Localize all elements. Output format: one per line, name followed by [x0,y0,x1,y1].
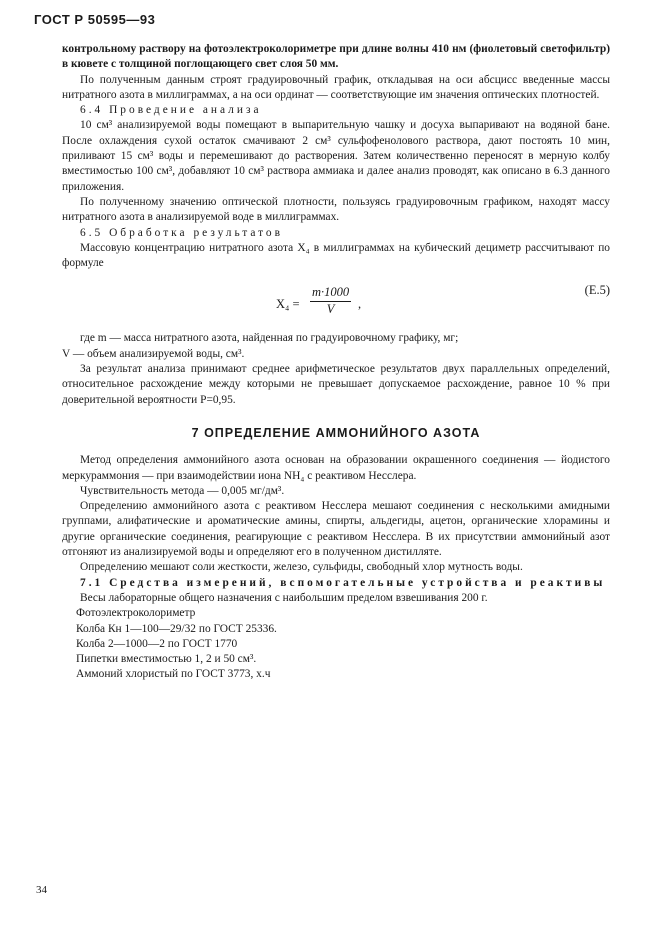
list-item: Колба 2—1000—2 по ГОСТ 1770 [76,637,238,650]
paragraph: По полученным данным строят градуировочный график, откладывая на оси абсцисс введенные массы нитратного азота в миллиграммах, а на оси ординат — соответствующие им значения оптических плотностей. [62,73,610,101]
list-item: Аммоний хлористый по ГОСТ 3773, х.ч [76,668,271,681]
section-heading-6-5: 6.5 Обработка результатов [80,226,284,239]
list-item: Фотоэлектроколориметр [76,607,196,620]
paragraph: Массовую концентрацию нитратного азота X₄ в миллиграммах на кубический дециметр рассчитывают по формуле [62,241,610,270]
document-body [62,42,610,683]
paragraph: Определению мешают соли жесткости, железо, сульфиды, свободный хлор мутность воды. [80,561,523,574]
paragraph: Определению аммонийного азота с реактивом Несслера мешают соединения с несколькими амидными группами, алифатические и ароматические амины, спирты, альдегиды, ацетон, органические хлорамины и другие органические соединения, реагирующие с реактивом Несслера. В их присутствии аммонийный азот отгоняют из анализируемой воды и определяют его в полученном дистилляте. [62,500,610,559]
formula-denominator: V [326,301,335,316]
paragraph: контрольному раствору на фотоэлектроколориметре при длине волны 410 нм (фиолетовый светофильтр) в кювете с толщиной поглощающего свет слоя 50 мм. [62,43,610,71]
formula-e5 [62,281,610,325]
formula-lhs: X₄ = [276,297,300,312]
section-heading-6-4: 6.4 Проведение анализа [80,104,262,117]
paragraph: Метод определения аммонийного азота основан на образовании окрашенного соединения — йодистого меркураммония — при взаимодействии иона NH₄ с реактивом Несслера. [62,454,610,482]
section-heading-7: 7 ОПРЕДЕЛЕНИЕ АММОНИЙНОГО АЗОТА [191,425,481,440]
paragraph: По полученному значению оптической плотности, пользуясь градуировочным графиком, находят массу нитратного азота в анализируемой воде в миллиграммах. [62,195,610,224]
paragraph: Весы лабораторные общего назначения с наибольшим пределом взвешивания 200 г. [80,591,488,604]
section-heading-7-1: 7.1 Средства измерений, вспомогательные устройства и реактивы [80,576,606,589]
page-number: 34 [36,884,47,896]
paragraph: где m — масса нитратного азота, найденная по градуировочному графику, мг; [80,332,459,345]
document-header: ГОСТ Р 50595—93 [34,12,156,27]
paragraph: V — объем анализируемой воды, см³. [62,347,245,360]
formula-numerator: m·1000 [310,285,351,301]
formula-tail: , [358,297,362,312]
formula-fraction [310,285,351,317]
formula-number: (Е.5) [584,283,610,298]
list-item: Пипетки вместимостью 1, 2 и 50 см³. [76,653,257,666]
paragraph: 10 см³ анализируемой воды помещают в выпарительную чашку и досуха выпаривают на водяной бане. После охлаждения сухой остаток смачивают 2 см³ сульфофенолового раствора, дают постоять 10 мин, приливают 15 см³ воды и перемешивают до растворения. Затем количественно переносят в мерную колбу вместимостью 100 см³, добавляют 10 см³ раствора аммиака и далее анализ проводят, как описано в 6.3 данного приложения. [62,119,610,193]
paragraph: Чувствительность метода — 0,005 мг/дм³. [80,484,285,497]
list-item: Колба Кн 1—100—29/32 по ГОСТ 25336. [76,622,277,635]
paragraph: За результат анализа принимают среднее арифметическое результатов двух параллельных определений, относительное расхождение между которыми не превышает допускаемое расхождение, равное 10 % при доверительной вероятности P=0,95. [62,363,610,406]
equipment-list [62,606,610,682]
